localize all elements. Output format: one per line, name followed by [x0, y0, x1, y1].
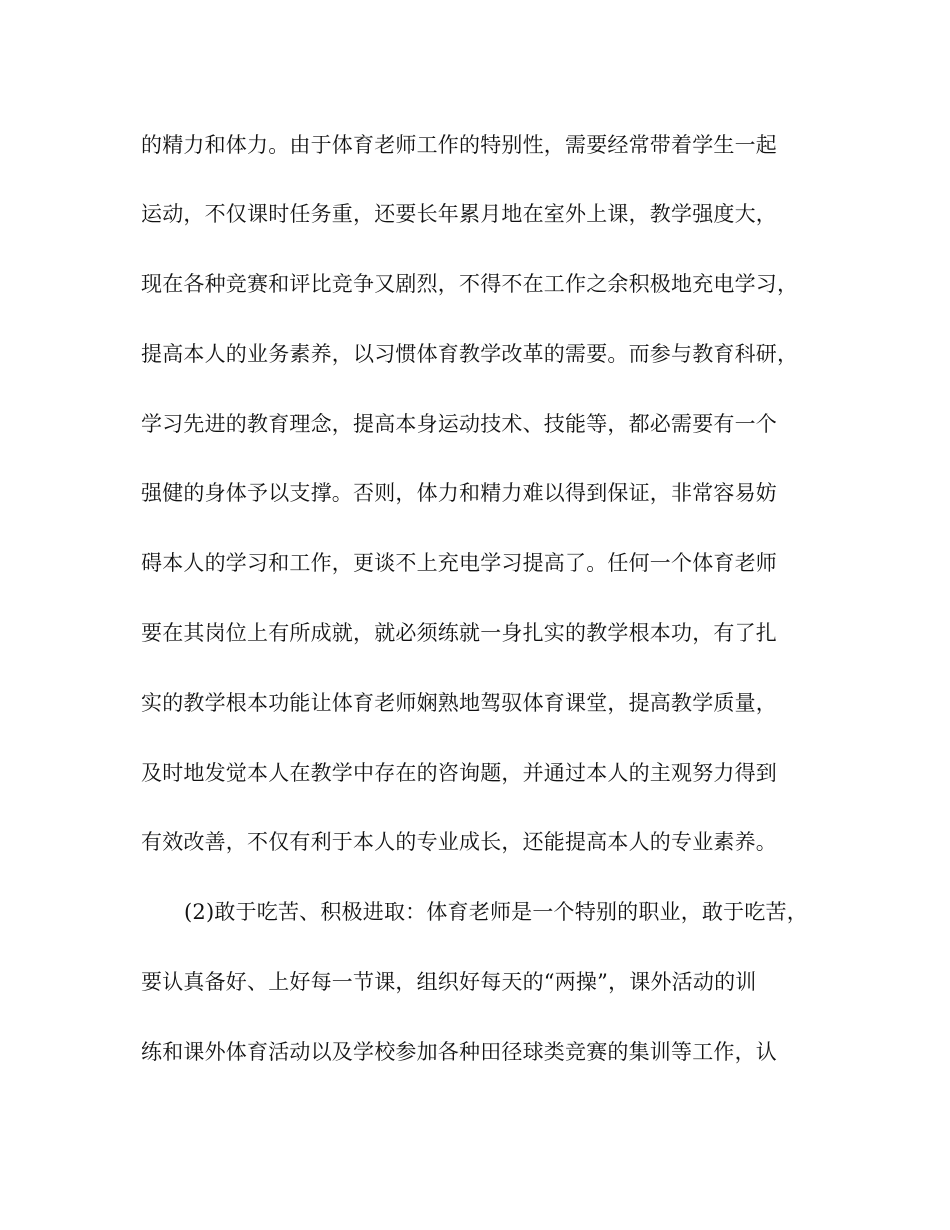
text-line: 实的教学根本功能让体育老师娴熟地驾驭体育课堂，提高教学质量， [141, 691, 777, 715]
text-line: 提高本人的业务素养，以习惯体育教学改革的需要。而参与教育科研， [141, 342, 799, 366]
text-line: 运动，不仅课时任务重，还要长年累月地在室外上课，教学强度大， [141, 202, 777, 226]
text-line: 有效改善，不仅有利于本人的专业成长，还能提高本人的专业素养。 [141, 830, 777, 854]
text-line: 学习先进的教育理念，提高本身运动技术、技能等，都必需要有一个 [141, 412, 777, 436]
text-line: 及时地发觉本人在教学中存在的咨询题，并通过本人的主观努力得到 [141, 761, 777, 785]
text-line: 碍本人的学习和工作，更谈不上充电学习提高了。任何一个体育老师 [141, 551, 777, 575]
text-line: 练和课外体育活动以及学校参加各种田径球类竞赛的集训等工作，认 [141, 1040, 777, 1064]
text-line: 的精力和体力。由于体育老师工作的特别性，需要经常带着学生一起 [141, 133, 777, 157]
text-line: 要在其岗位上有所成就，就必须练就一身扎实的教学根本功，有了扎 [141, 621, 777, 645]
text-line: 强健的身体予以支撑。否则，体力和精力难以得到保证，非常容易妨 [141, 481, 777, 505]
text-line: 现在各种竞赛和评比竞争又剧烈，不得不在工作之余积极地充电学习， [141, 272, 799, 296]
paragraph-first-line: (2)敢于吃苦、积极进取：体育老师是一个特别的职业，敢于吃苦， [184, 900, 808, 924]
text-line: 要认真备好、上好每一节课，组织好每天的“两操”，课外活动的训 [141, 970, 757, 994]
